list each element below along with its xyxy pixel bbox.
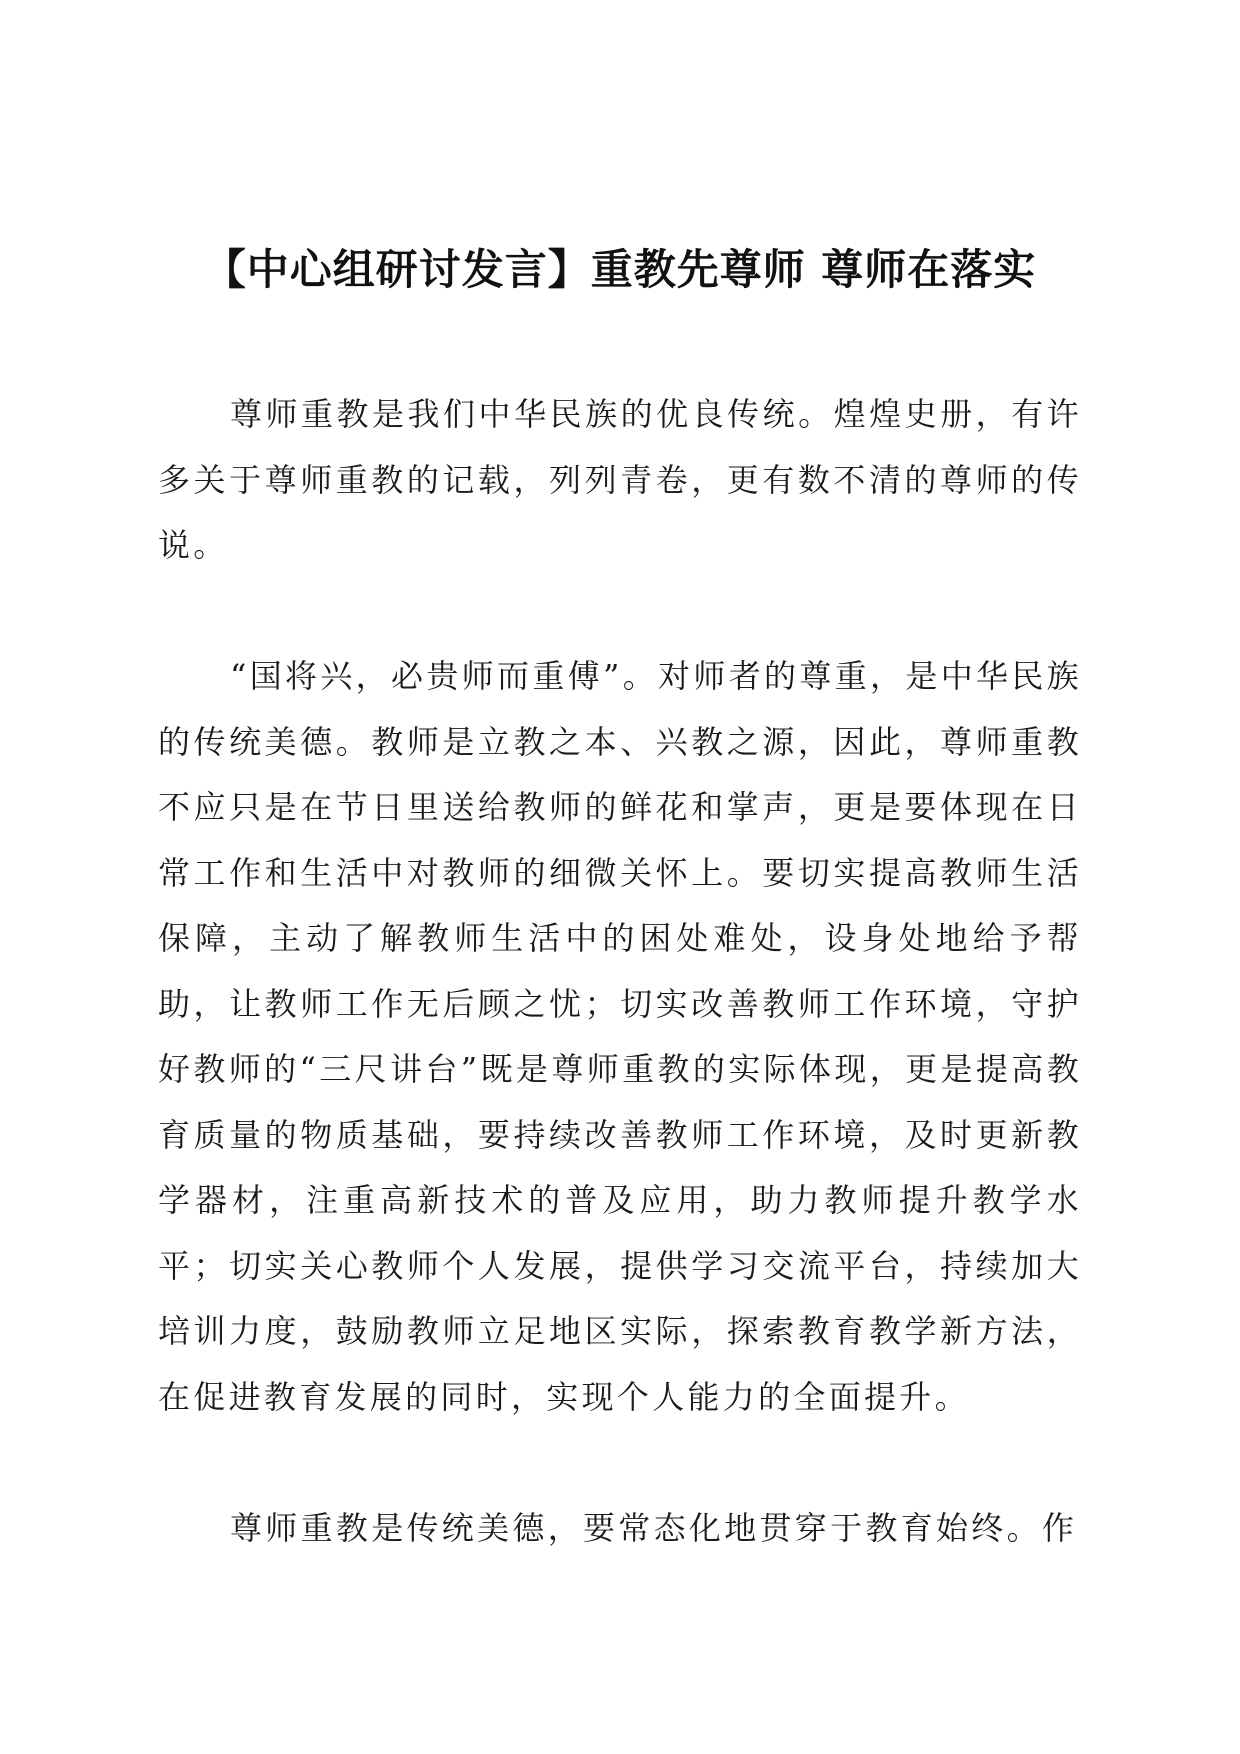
paragraph-1: 尊师重教是我们中华民族的优良传统。煌煌史册，有许多关于尊师重教的记载，列列青卷，更有数不清的尊师的传说。 (158, 395, 1082, 564)
paragraph-2: “国将兴，必贵师而重傅”。对师者的尊重，是中华民族的传统美德。教师是立教之本、兴教之源，因此，尊师重教不应只是在节日里送给教师的鲜花和掌声，更是要体现在日常工作和生活中对教师的细微关怀上。要切实提高教师生活保障，主动了解教师生活中的困处难处，设身处地给予帮助，让教师工作无后顾之忧；切实改善教师工作环境，守护好教师的“三尺讲台”既是尊师重教的实际体现，更是提高教育质量的物质基础，要持续改善教师工作环境，及时更新教学器材，注重高新技术的普及应用，助力教师提升教学水平；切实关心教师个人发展，提供学习交流平台，持续加大培训力度，鼓励教师立足地区实际，探索教育教学新方法，在促进教育发展的同时，实现个人能力的全面提升。 (158, 657, 1082, 1416)
paragraph-3: 尊师重教是传统美德，要常态化地贯穿于教育始终。作 (230, 1509, 1078, 1547)
document-title: 【中心组研讨发言】重教先尊师 尊师在落实 (203, 245, 1037, 295)
